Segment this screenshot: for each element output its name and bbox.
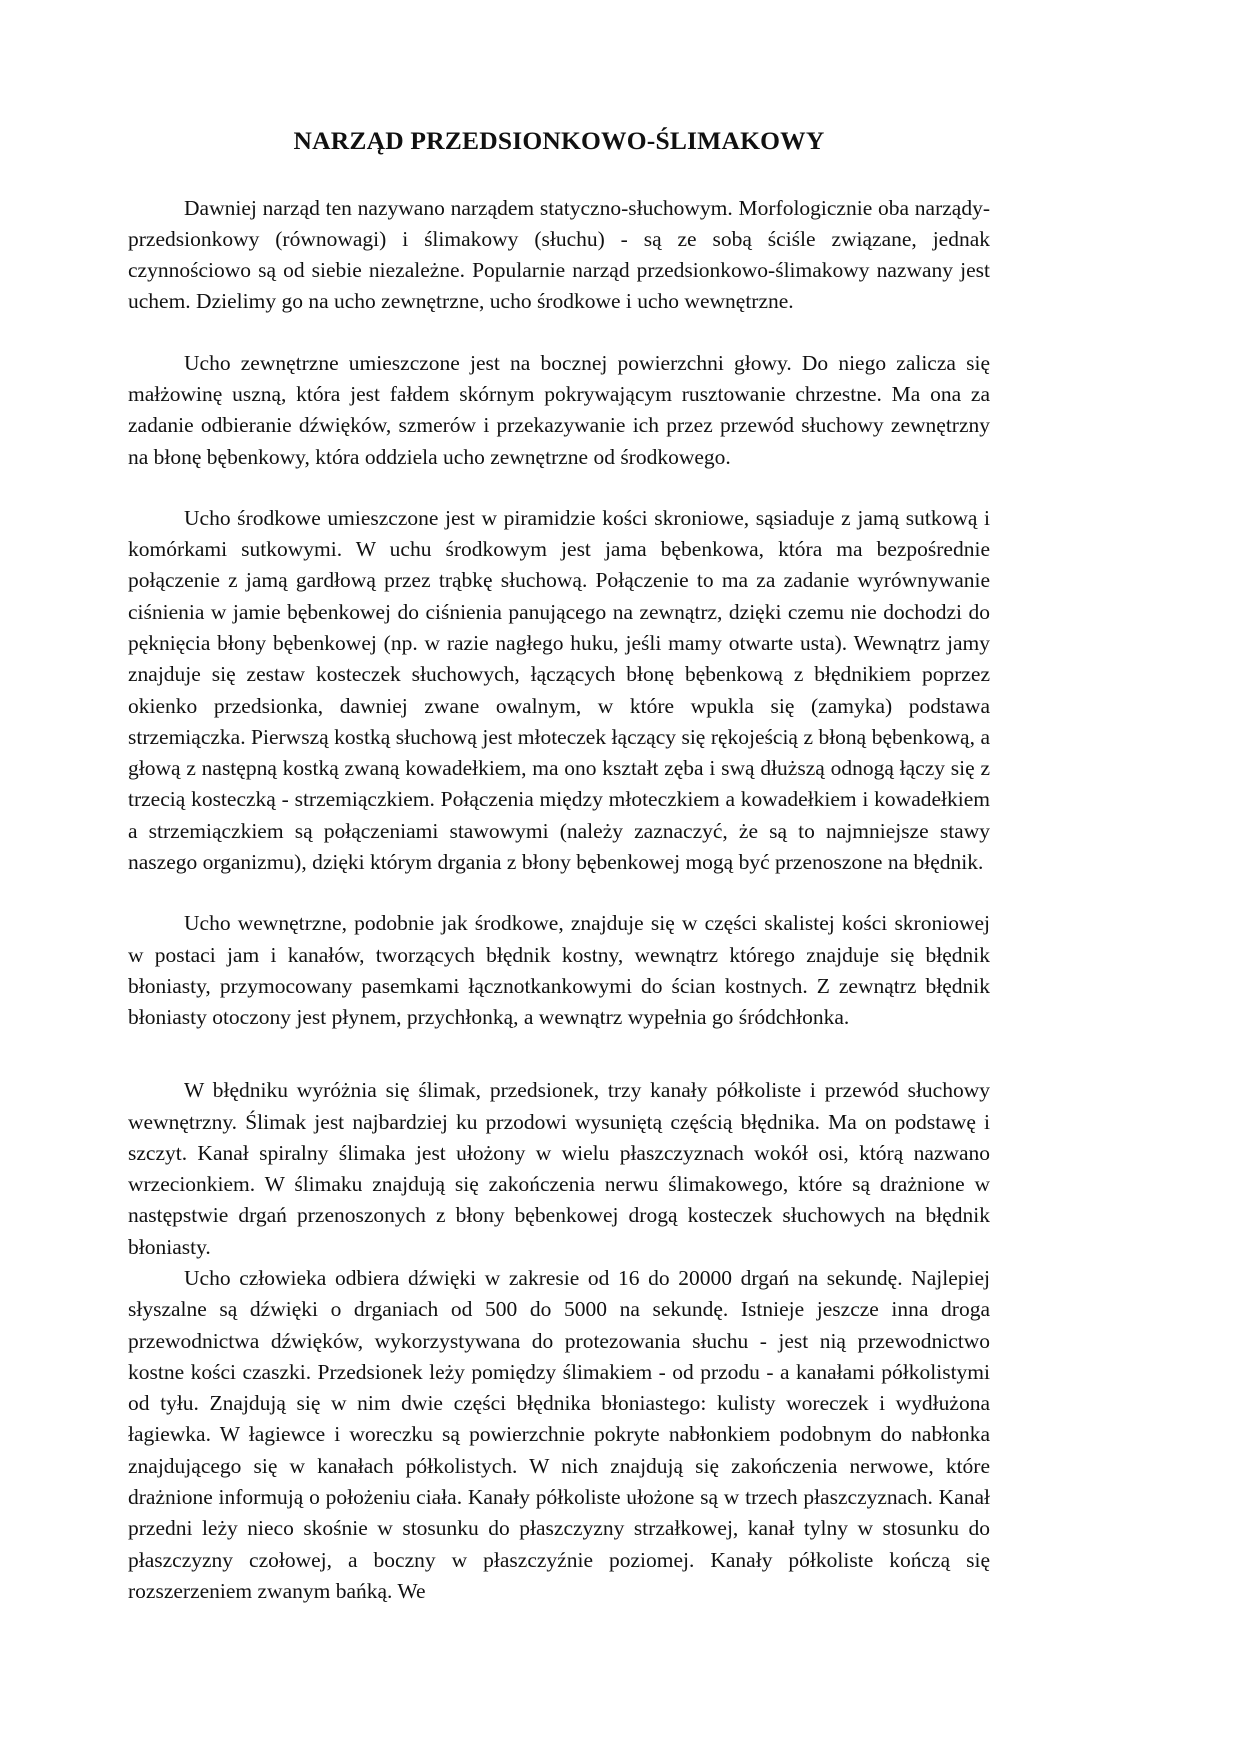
- paragraph-spacer: [128, 1033, 990, 1075]
- paragraph-intro: Dawniej narząd ten nazywano narządem statyczno-słuchowym. Morfologicznie oba narządy- przedsionkowy (równowagi) i ślimakowy (słuchu) - są ze sobą ściśle związane, jednak czynnościowo są od siebie niezależne. Popularnie narząd przedsionkowo-ślimakowy nazwany jest uchem. Dzielimy go na ucho zewnętrzne, ucho środkowe i ucho wewnętrzne.: [128, 195, 990, 314]
- paragraph-blednik: W błędniku wyróżnia się ślimak, przedsionek, trzy kanały półkoliste i przewód słuchowy wewnętrzny. Ślimak jest najbardziej ku przodowi wysuniętą częścią błędnika. Ma on podstawę i szczyt. Kanał spiralny ślimaka jest ułożony w wielu płaszczyznach wokół osi, którą nazwano wrzecionkiem. W ślimaku znajdują się zakończenia nerwu ślimakowego, które są drażnione w następstwie drgań przenoszonych z błony bębenkowej drogą kosteczek słuchowych na błędnik błoniasty.: [128, 1078, 990, 1259]
- paragraph-ucho-wewnetrzne: Ucho wewnętrzne, podobnie jak środkowe, znajduje się w części skalistej kości skroniowej w postaci jam i kanałów, tworzących błędnik kostny, wewnątrz którego znajduje się błędnik błoniasty, przymocowany pasemkami łącznotkankowymi do ścian kostnych. Z zewnątrz błędnik błoniasty otoczony jest płynem, przychłonką, a wewnątrz wypełnia go śródchłonka.: [128, 911, 990, 1030]
- paragraph-spacer: [128, 878, 990, 908]
- paragraph-slyszenie: Ucho człowieka odbiera dźwięki w zakresie od 16 do 20000 drgań na sekundę. Najlepiej słyszalne są dźwięki o drganiach od 500 do 5000 na sekundę. Istnieje jeszcze inna droga przewodnictwa dźwięków, wykorzystywana do protezowania słuchu - jest nią przewodnictwo kostne kości czaszki. Przedsionek leży pomiędzy ślimakiem - od przodu - a kanałami półkolistymi od tyłu. Znajdują się w nim dwie części błędnika błoniastego: kulisty woreczek i wydłużona łagiewka. W łagiewce i woreczku są powierzchnie pokryte nabłonkiem podobnym do nabłonka znajdującego się w kanałach półkolistych. W nich znajdują się zakończenia nerwowe, które drażnione informują o położeniu ciała. Kanały półkoliste ułożone są w trzech płaszczyznach. Kanał przedni leży nieco skośnie w stosunku do płaszczyzny strzałkowej, kanał tylny w stosunku do płaszczyzny czołowej, a boczny w płaszczyźnie poziomej. Kanały półkoliste kończą się rozszerzeniem zwanym bańką. We: [128, 1266, 990, 1603]
- paragraph-ucho-zewnetrzne: Ucho zewnętrzne umieszczone jest na bocznej powierzchni głowy. Do niego zalicza się małżowinę uszną, która jest fałdem skórnym pokrywającym rusztowanie chrzestne. Ma ona za zadanie odbieranie dźwięków, szmerów i przekazywanie ich przez przewód słuchowy zewnętrzny na błonę bębenkowy, która oddziela ucho zewnętrzne od środkowego.: [128, 350, 990, 469]
- paragraph-spacer: [128, 318, 990, 348]
- paragraph-ucho-srodkowe: Ucho środkowe umieszczone jest w piramidzie kości skroniowe, sąsiaduje z jamą sutkową i komórkami sutkowymi. W uchu środkowym jest jama bębenkowa, która ma bezpośrednie połączenie z jamą gardłową przez trąbkę słuchową. Połączenie to ma za zadanie wyrównywanie ciśnienia w jamie bębenkowej do ciśnienia panującego na zewnątrz, dzięki czemu nie dochodzi do pęknięcia błony bębenkowej (np. w razie nagłego huku, jeśli mamy otwarte usta). Wewnątrz jamy znajduje się zestaw kosteczek słuchowych, łączących błonę bębenkową z błędnikiem poprzez okienko przedsionka, dawniej zwane owalnym, w które wpukla się (zamyka) podstawa strzemiączka. Pierwszą kostką słuchową jest młoteczek łączący się rękojeścią z błoną bębenkową, a głową z następną kostką zwaną kowadełkiem, ma ono kształt zęba i swą dłuższą odnogą łączy się z trzecią kosteczką - strzemiączkiem. Połączenia między młoteczkiem a kowadełkiem i kowadełkiem a strzemiączkiem są połączeniami stawowymi (należy zaznaczyć, że są to najmniejsze stawy naszego organizmu), dzięki którym drgania z błony bębenkowej mogą być przenoszone na błędnik.: [128, 505, 990, 874]
- paragraph-spacer: [128, 473, 990, 503]
- page-title: NARZĄD PRZEDSIONKOWO-ŚLIMAKOWY: [293, 126, 825, 155]
- document-content: [128, 126, 990, 1607]
